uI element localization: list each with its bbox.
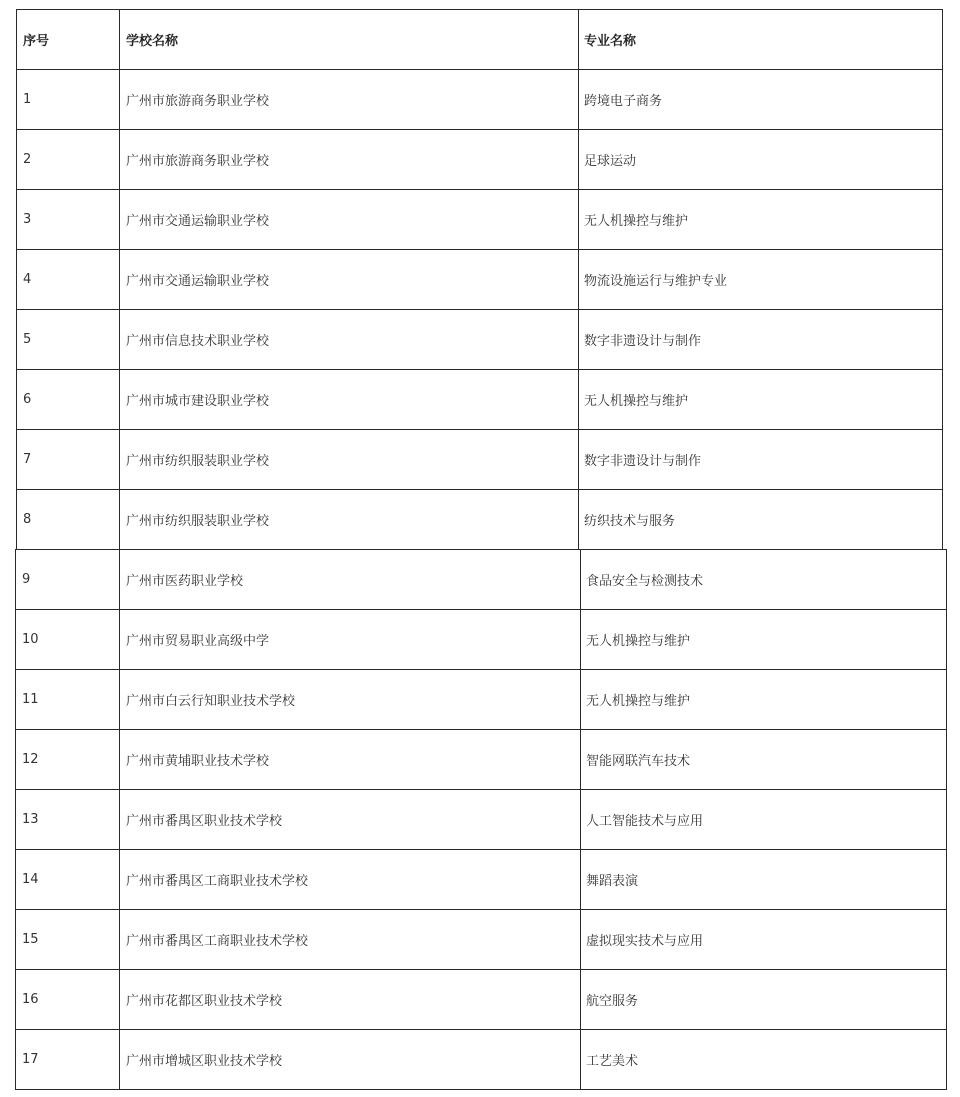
header-major-name: 专业名称 [578,9,943,69]
table-header-row [0,9,960,69]
row-major-name: 无人机操控与维护 [578,369,943,429]
row-index: 16 [15,969,119,1029]
row-major-name: 工艺美术 [580,1029,947,1089]
row-major-name: 无人机操控与维护 [580,609,947,669]
row-index: 14 [15,849,119,909]
row-major-name: 人工智能技术与应用 [580,789,947,849]
row-school-name: 广州市交通运输职业学校 [119,249,578,309]
row-index: 12 [15,729,119,789]
row-index: 4 [16,249,119,309]
row-school-name: 广州市白云行知职业技术学校 [119,669,580,729]
table-row [0,69,960,129]
row-school-name: 广州市番禺区职业技术学校 [119,789,580,849]
row-major-name: 航空服务 [580,969,947,1029]
table-row [0,549,960,609]
table-row [0,309,960,369]
row-index: 1 [16,69,119,129]
table-row [0,489,960,549]
row-school-name: 广州市信息技术职业学校 [119,309,578,369]
row-school-name: 广州市纺织服装职业学校 [119,489,578,549]
table-row [0,249,960,309]
row-school-name: 广州市旅游商务职业学校 [119,129,578,189]
row-index: 7 [16,429,119,489]
table-row [0,369,960,429]
row-index: 8 [16,489,119,549]
row-school-name: 广州市黄埔职业技术学校 [119,729,580,789]
row-school-name: 广州市花都区职业技术学校 [119,969,580,1029]
row-index: 5 [16,309,119,369]
row-index: 11 [15,669,119,729]
row-school-name: 广州市交通运输职业学校 [119,189,578,249]
row-major-name: 数字非遗设计与制作 [578,429,943,489]
row-school-name: 广州市医药职业学校 [119,549,580,609]
row-major-name: 虚拟现实技术与应用 [580,909,947,969]
schools-majors-table [0,9,960,1089]
row-major-name: 无人机操控与维护 [580,669,947,729]
row-major-name: 物流设施运行与维护专业 [578,249,943,309]
row-major-name: 舞蹈表演 [580,849,947,909]
table-row [0,729,960,789]
row-index: 15 [15,909,119,969]
table-row [0,669,960,729]
table-row [0,969,960,1029]
table-row [0,429,960,489]
row-index: 13 [15,789,119,849]
table-row [0,1029,960,1089]
row-index: 10 [15,609,119,669]
row-school-name: 广州市番禺区工商职业技术学校 [119,849,580,909]
header-school-name: 学校名称 [119,9,578,69]
table-row [0,849,960,909]
table-bottom-border [15,1089,947,1090]
row-index: 3 [16,189,119,249]
table-row [0,129,960,189]
header-index: 序号 [16,9,119,69]
row-school-name: 广州市纺织服装职业学校 [119,429,578,489]
row-index: 2 [16,129,119,189]
table-row [0,909,960,969]
row-index: 6 [16,369,119,429]
row-major-name: 足球运动 [578,129,943,189]
row-index: 9 [15,549,119,609]
row-major-name: 跨境电子商务 [578,69,943,129]
row-school-name: 广州市增城区职业技术学校 [119,1029,580,1089]
table-body [0,69,960,1089]
row-major-name: 食品安全与检测技术 [580,549,947,609]
row-major-name: 数字非遗设计与制作 [578,309,943,369]
row-major-name: 无人机操控与维护 [578,189,943,249]
row-index: 17 [15,1029,119,1089]
row-major-name: 纺织技术与服务 [578,489,943,549]
row-school-name: 广州市城市建设职业学校 [119,369,578,429]
row-major-name: 智能网联汽车技术 [580,729,947,789]
table-row [0,189,960,249]
table-row [0,789,960,849]
table-row [0,609,960,669]
row-school-name: 广州市贸易职业高级中学 [119,609,580,669]
row-school-name: 广州市旅游商务职业学校 [119,69,578,129]
row-school-name: 广州市番禺区工商职业技术学校 [119,909,580,969]
